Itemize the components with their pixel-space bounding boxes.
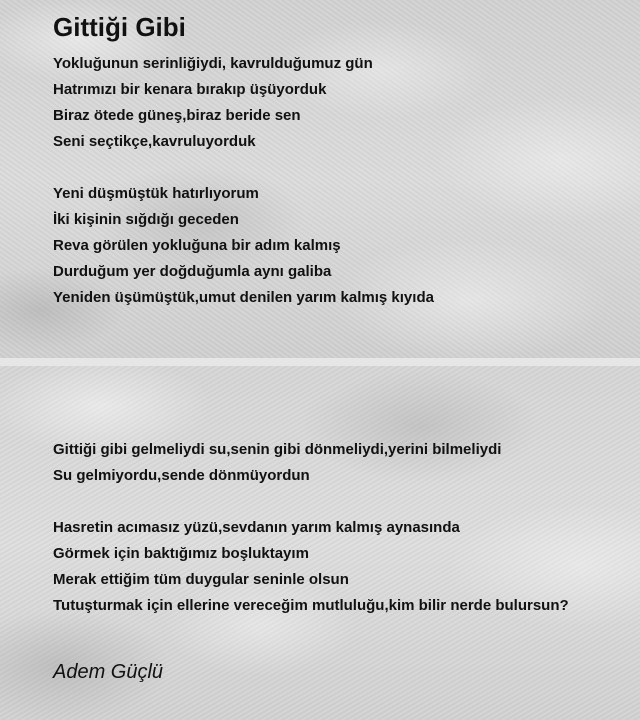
poem-line: Hasretin acımasız yüzü,sevdanın yarım kalmış aynasında bbox=[53, 519, 460, 536]
poem-line: Hatrımızı bir kenara bırakıp üşüyorduk bbox=[53, 81, 327, 98]
poem-line: Merak ettiğim tüm duygular seninle olsun bbox=[53, 571, 349, 588]
stanza-4 bbox=[53, 515, 569, 619]
poem-line: Su gelmiyordu,sende dönmüyordun bbox=[53, 467, 310, 484]
poem-line: Gittiği gibi gelmeliydi su,senin gibi dönmeliydi,yerini bilmeliydi bbox=[53, 441, 502, 458]
poem-line: Biraz ötede güneş,biraz beride sen bbox=[53, 107, 301, 124]
panel-divider bbox=[0, 358, 640, 366]
poem-line: Reva görülen yokluğuna bir adım kalmış bbox=[53, 237, 341, 254]
poem-line: Durduğum yer doğduğumla aynı galiba bbox=[53, 263, 332, 280]
poem-line: Görmek için baktığımız boşluktayım bbox=[53, 545, 309, 562]
stanza-2 bbox=[53, 181, 434, 311]
poem-line: Seni seçtikçe,kavruluyorduk bbox=[53, 133, 256, 150]
stanza-3 bbox=[53, 437, 501, 489]
stanza-1 bbox=[53, 51, 373, 155]
poem-line: Yeniden üşümüştük,umut denilen yarım kalmış kıyıda bbox=[53, 289, 434, 306]
poem-line: İki kişinin sığdığı geceden bbox=[53, 211, 239, 228]
poem-line: Tutuşturmak için ellerine vereceğim mutluluğu,kim bilir nerde bulursun? bbox=[53, 597, 569, 614]
poem-line: Yeni düşmüştük hatırlıyorum bbox=[53, 185, 259, 202]
poem-line: Yokluğunun serinliğiydi, kavrulduğumuz gün bbox=[53, 55, 373, 72]
poem-title: Gittiği Gibi bbox=[53, 12, 186, 42]
poem-author: Adem Güçlü bbox=[53, 661, 164, 683]
